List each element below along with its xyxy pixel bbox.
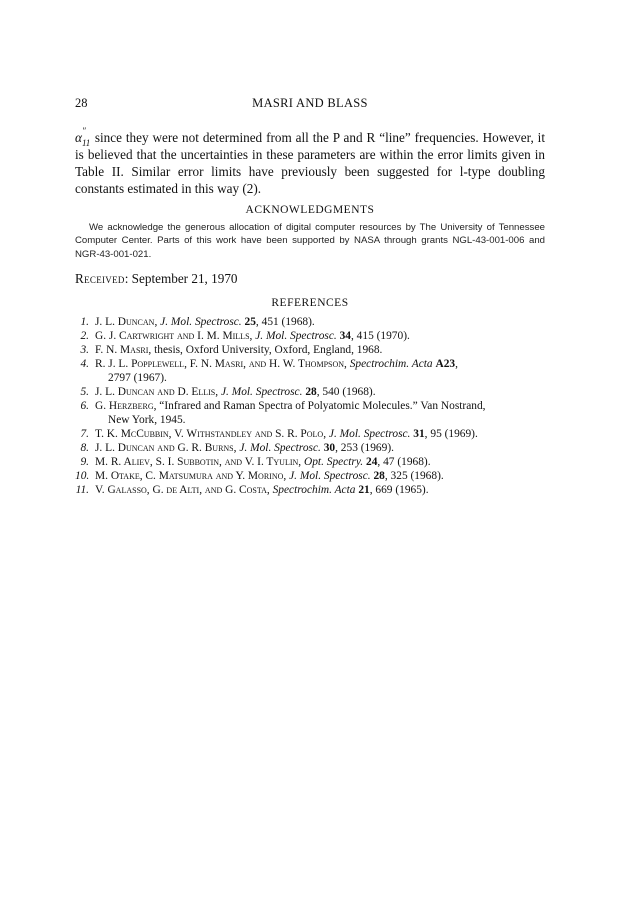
reference-pages: , 47 (1968). [377, 455, 431, 468]
reference-number: 8. [80, 441, 89, 454]
reference-text: T. K. McCubbin, V. Withstandley and S. R. Polo, J. Mol. Spectrosc. 31, 95 (1969). [95, 427, 478, 440]
reference-pages: , 540 (1968). [316, 385, 376, 398]
reference-volume: A23 [435, 357, 456, 370]
reference-volume: 34 [339, 329, 351, 342]
reference-authors: M. Otake, C. Matsumura and Y. Morino [95, 469, 284, 482]
reference-authors: T. K. McCubbin, V. Withstandley and S. R. Polo [95, 427, 324, 440]
received-line [75, 271, 545, 287]
running-header [75, 96, 545, 112]
reference-number: 1. [80, 315, 89, 328]
reference-volume: 28 [305, 385, 317, 398]
alpha-symbol: α ″ 11 [75, 130, 91, 145]
reference-details: , “Infrared and Raman Spectra of Polyatomic Molecules.” Van Nostrand, [153, 399, 486, 412]
acknowledgments-heading: ACKNOWLEDGMENTS [245, 204, 375, 216]
reference-text [95, 399, 545, 413]
reference-authors: J. L. Duncan [95, 315, 155, 328]
reference-number: 9. [80, 455, 89, 468]
reference-text: V. Galasso, G. de Alti, and G. Costa, Spectrochim. Acta 21, 669 (1965). [95, 483, 429, 496]
reference-item [75, 315, 545, 329]
reference-text: R. J. L. Popplewell, F. N. Masri, and H. W. Thompson, Spectrochim. Acta A23, [95, 357, 458, 370]
reference-continuation: New York, 1945. [108, 413, 186, 426]
reference-journal: Spectrochim. Acta [349, 357, 433, 370]
reference-volume: 28 [373, 469, 385, 482]
reference-journal: J. Mol. Spectrosc. [160, 315, 242, 328]
reference-item [75, 455, 545, 469]
reference-continuation: 2797 (1967). [108, 371, 167, 384]
reference-list [75, 315, 545, 497]
reference-pages: , [455, 357, 458, 370]
reference-text: J. L. Duncan and D. Ellis, J. Mol. Spectrosc. 28, 540 (1968). [95, 385, 376, 398]
reference-item [75, 441, 545, 455]
reference-pages: , 253 (1969). [335, 441, 394, 454]
reference-text: G. J. Cartwright and I. M. Mills, J. Mol. Spectrosc. 34, 415 (1970). [95, 329, 410, 342]
reference-number: 5. [80, 385, 89, 398]
reference-item [75, 483, 545, 497]
alpha-subscript: 11 [81, 138, 91, 148]
reference-item [75, 329, 545, 343]
reference-item [75, 343, 545, 357]
reference-number: 3. [80, 343, 89, 356]
reference-authors: G. Herzberg [95, 399, 154, 412]
received-date: : September 21, 1970 [124, 270, 238, 286]
reference-journal: J. Mol. Spectrosc. [328, 427, 411, 440]
reference-volume: 21 [358, 483, 370, 496]
reference-volume: 31 [413, 427, 425, 440]
acknowledgments-text: We acknowledge the generous allocation of digital computer resources by The University of Tennessee Computer Center. Parts of this work have been supported by NASA through grants NGL-43-001-006 and NGR-43-001-021. [75, 222, 545, 260]
reference-item [75, 469, 545, 483]
references-heading: REFERENCES [271, 296, 349, 309]
reference-pages: , 95 (1969). [424, 427, 478, 440]
reference-journal: Opt. Spectry. [303, 455, 364, 468]
reference-journal: J. Mol. Spectrosc. [255, 329, 337, 342]
reference-item [75, 427, 545, 441]
paragraph-text: since they were not determined from all the P and R “line” frequencies. However, it is believed that the uncertainties in these parameters are within the error limits given in Table II. Similar error limits have previously been suggested for l-type doubling constants estimated in this way (2). [75, 130, 545, 196]
reference-authors: J. L. Duncan and D. Ellis [95, 385, 216, 398]
reference-authors: F. N. Masri [95, 343, 149, 356]
reference-item [75, 399, 545, 427]
reference-pages: , 415 (1970). [350, 329, 410, 342]
reference-text: J. L. Duncan and G. R. Burns, J. Mol. Spectrosc. 30, 253 (1969). [95, 441, 394, 454]
reference-number: 6. [80, 399, 89, 412]
reference-number: 10. [75, 469, 90, 482]
reference-details: , thesis, Oxford University, Oxford, England, 1968. [148, 343, 383, 356]
reference-pages: , 325 (1968). [384, 469, 444, 482]
reference-authors: J. L. Duncan and G. R. Burns [95, 441, 234, 454]
reference-number: 2. [80, 329, 89, 342]
reference-text [95, 343, 545, 357]
reference-volume: 24 [366, 455, 378, 468]
reference-number: 7. [80, 427, 89, 440]
reference-text: J. L. Duncan, J. Mol. Spectrosc. 25, 451 (1968). [95, 315, 315, 328]
reference-journal: Spectrochim. Acta [272, 483, 356, 496]
reference-number: 11. [75, 483, 89, 496]
running-title: MASRI AND BLASS [252, 96, 368, 110]
reference-item [75, 385, 545, 399]
alpha-superscript: ″ [81, 126, 86, 136]
reference-volume: 30 [323, 441, 336, 454]
reference-journal: J. Mol. Spectrosc. [239, 441, 321, 454]
reference-journal: J. Mol. Spectrosc. [220, 385, 303, 398]
reference-pages: , 669 (1965). [369, 483, 429, 496]
body-paragraph [75, 126, 545, 197]
reference-pages: , 451 (1968). [255, 315, 315, 328]
reference-authors: V. Galasso, G. de Alti, and G. Costa [95, 483, 267, 496]
reference-journal: J. Mol. Spectrosc. [289, 469, 371, 482]
reference-number: 4. [80, 357, 89, 370]
reference-text: M. R. Aliev, S. I. Subbotin, and V. I. Tyulin, Opt. Spectry. 24, 47 (1968). [95, 455, 431, 468]
reference-text: M. Otake, C. Matsumura and Y. Morino, J. Mol. Spectrosc. 28, 325 (1968). [95, 469, 444, 482]
reference-authors: R. J. L. Popplewell, F. N. Masri, and H. W. Thompson [95, 357, 345, 370]
received-label: Received [75, 270, 125, 286]
document-page [75, 96, 545, 497]
reference-authors: G. J. Cartwright and I. M. Mills [95, 329, 250, 342]
page-number: 28 [75, 96, 88, 110]
reference-item [75, 357, 545, 385]
reference-authors: M. R. Aliev, S. I. Subbotin, and V. I. Tyulin [95, 455, 299, 468]
reference-volume: 25 [244, 315, 256, 328]
